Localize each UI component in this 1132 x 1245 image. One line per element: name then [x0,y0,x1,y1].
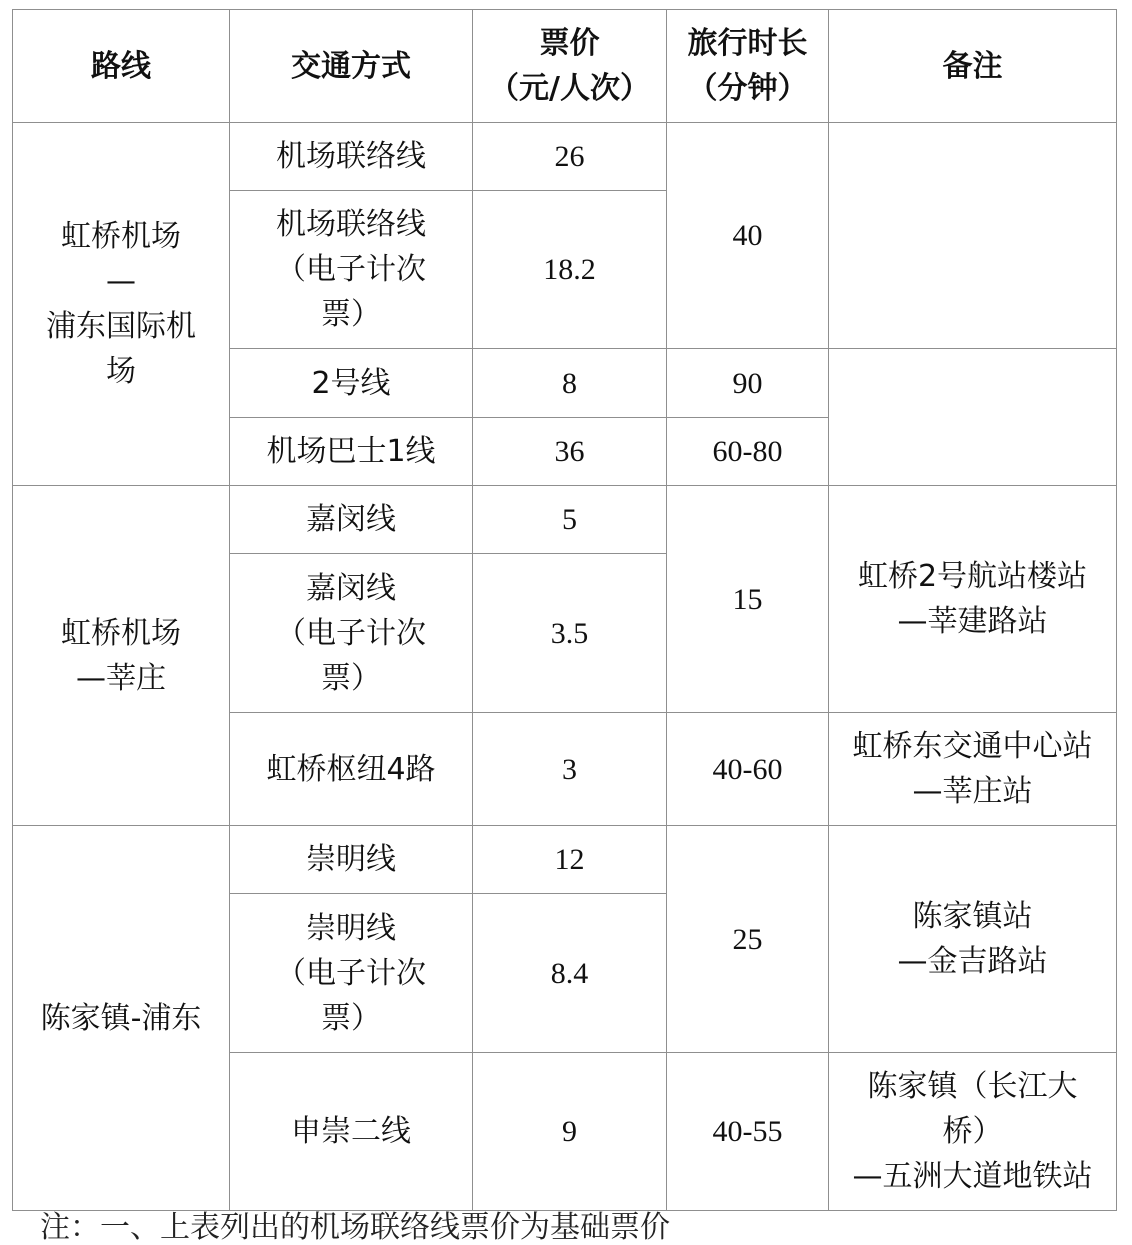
mode-cell: 嘉闵线 （电子计次 票） [230,554,473,713]
remarks-cell: 虹桥东交通中心站 —莘庄站 [829,713,1117,826]
duration-cell: 40 [667,123,829,349]
mode-cell: 2号线 [230,349,473,418]
fare-cell: 18.2 [473,191,667,349]
duration-cell: 40-60 [667,713,829,826]
fare-cell: 9 [473,1053,667,1211]
remarks-cell: 陈家镇站 —金吉路站 [829,826,1117,1053]
fare-cell: 3.5 [473,554,667,713]
table-row [13,826,1117,894]
mode-cell: 机场联络线 （电子计次 票） [230,191,473,349]
route-cell: 虹桥机场 — 浦东国际机 场 [13,123,230,486]
header-fare: 票价 （元/人次） [473,10,667,123]
remarks-cell [829,349,1117,486]
header-duration: 旅行时长 （分钟） [667,10,829,123]
remarks-cell [829,123,1117,349]
duration-cell: 40-55 [667,1053,829,1211]
header-row [13,10,1117,123]
mode-cell: 嘉闵线 [230,486,473,554]
header-remarks: 备注 [829,10,1117,123]
duration-cell: 25 [667,826,829,1053]
fare-cell: 12 [473,826,667,894]
footer-note-text: 注：一、上表列出的机场联络线票价为基础票价 [40,1210,670,1245]
mode-cell: 崇明线 （电子计次 票） [230,894,473,1053]
header-route: 路线 [13,10,230,123]
mode-cell: 崇明线 [230,826,473,894]
mode-cell: 申崇二线 [230,1053,473,1211]
route-cell: 虹桥机场 —莘庄 [13,486,230,826]
table-row [13,123,1117,191]
fare-cell: 8 [473,349,667,418]
fare-cell: 8.4 [473,894,667,1053]
route-cell: 陈家镇-浦东 [13,826,230,1211]
fare-cell: 26 [473,123,667,191]
fare-comparison-table [12,9,1117,1211]
fare-cell: 5 [473,486,667,554]
duration-cell: 90 [667,349,829,418]
footer-note-fragment [0,1210,1132,1245]
remarks-cell: 陈家镇（长江大 桥） —五洲大道地铁站 [829,1053,1117,1211]
mode-cell: 机场联络线 [230,123,473,191]
mode-cell: 虹桥枢纽4路 [230,713,473,826]
remarks-cell: 虹桥2号航站楼站 —莘建路站 [829,486,1117,713]
mode-cell: 机场巴士1线 [230,418,473,486]
table-row [13,486,1117,554]
header-mode: 交通方式 [230,10,473,123]
duration-cell: 60-80 [667,418,829,486]
fare-cell: 36 [473,418,667,486]
duration-cell: 15 [667,486,829,713]
fare-cell: 3 [473,713,667,826]
